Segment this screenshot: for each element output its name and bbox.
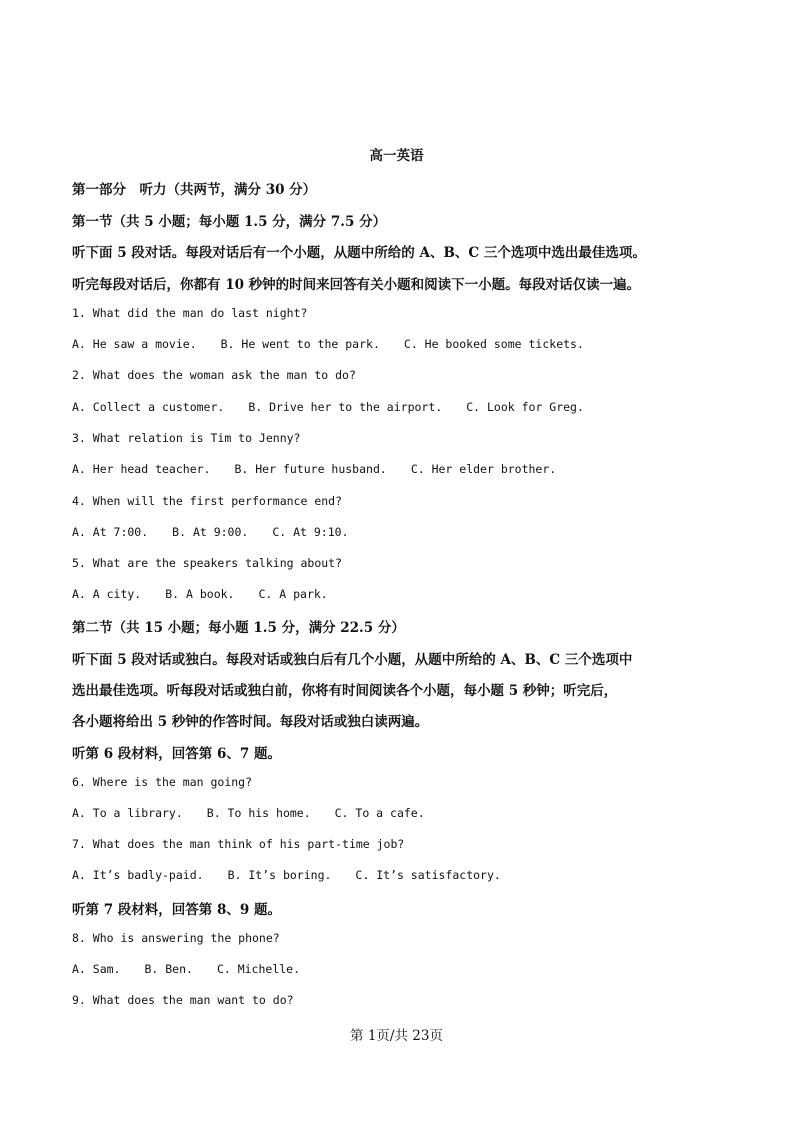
question-1: 1. What did the man do last night?	[72, 306, 308, 320]
page-title: 高一英语	[369, 148, 424, 164]
option-c: C. Look for Greg.	[466, 400, 584, 414]
option-c: C. Her elder brother.	[410, 462, 557, 476]
question-7: 7. What does the man think of his part-time job?	[72, 837, 405, 851]
question-8: 8. Who is answering the phone?	[72, 931, 280, 945]
question-9: 9. What does the man want to do?	[72, 993, 294, 1007]
section2-instructions-line1: 听下面 5 段对话或独白。每段对话或独白后有几个小题，从题中所给的 A、B、C 三个选项中	[72, 652, 633, 668]
question-4-options	[72, 525, 373, 539]
question-8-options	[72, 962, 324, 976]
question-6-options	[72, 806, 449, 820]
question-5: 5. What are the speakers talking about?	[72, 556, 343, 570]
option-a: A. He saw a movie.	[72, 337, 197, 351]
option-c: C. At 9:10.	[272, 525, 349, 539]
question-3: 3. What relation is Tim to Jenny?	[72, 431, 301, 445]
option-c: C. He booked some tickets.	[403, 337, 584, 351]
section1-instructions-line1: 听下面 5 段对话。每段对话后有一个小题，从题中所给的 A、B、C 三个选项中选出最佳选项。	[72, 245, 646, 261]
section1-heading: 第一节（共 5 小题；每小题 1.5 分，满分 7.5 分）	[72, 214, 387, 230]
option-b: B. To his home.	[206, 806, 311, 820]
option-c: C. It’s satisfactory.	[355, 868, 501, 882]
material-6-heading: 听第 6 段材料，回答第 6、7 题。	[72, 746, 281, 762]
option-c: C. Michelle.	[216, 962, 301, 976]
question-6: 6. Where is the man going?	[72, 775, 253, 789]
question-5-options	[72, 587, 352, 601]
option-b: B. He went to the park.	[220, 337, 380, 351]
option-a: A. Her head teacher.	[72, 462, 211, 476]
option-b: B. Her future husband.	[234, 462, 387, 476]
question-3-options	[72, 462, 580, 476]
section2-heading: 第二节（共 15 小题；每小题 1.5 分，满分 22.5 分）	[72, 620, 405, 636]
question-4: 4. When will the first performance end?	[72, 494, 343, 508]
page-footer: 第 1页/共 23页	[350, 1028, 443, 1044]
option-c: C. A park.	[258, 587, 328, 601]
option-b: B. At 9:00.	[172, 525, 249, 539]
option-b: B. It’s boring.	[227, 868, 332, 882]
option-a: A. Sam.	[72, 962, 121, 976]
part1-heading: 第一部分 听力（共两节，满分 30 分）	[72, 182, 317, 198]
option-b: B. Ben.	[144, 962, 193, 976]
question-1-options	[72, 337, 608, 351]
section2-instructions-line2: 选出最佳选项。听每段对话或独白前，你将有时间阅读各个小题，每小题 5 秒钟；听完后，	[72, 683, 618, 699]
section2-instructions-line3: 各小题将给出 5 秒钟的作答时间。每段对话或独白读两遍。	[72, 714, 429, 730]
question-7-options	[72, 868, 525, 882]
option-b: B. Drive her to the airport.	[248, 400, 443, 414]
option-a: A. Collect a customer.	[72, 400, 225, 414]
option-a: A. At 7:00.	[72, 525, 149, 539]
option-c: C. To a cafe.	[334, 806, 425, 820]
section1-instructions-line2: 听完每段对话后，你都有 10 秒钟的时间来回答有关小题和阅读下一小题。每段对话仅读一遍。	[72, 277, 641, 293]
option-a: A. It’s badly-paid.	[72, 868, 204, 882]
question-2: 2. What does the woman ask the man to do?	[72, 368, 356, 382]
question-2-options	[72, 400, 608, 414]
option-a: A. A city.	[72, 587, 142, 601]
option-b: B. A book.	[165, 587, 235, 601]
option-a: A. To a library.	[72, 806, 183, 820]
material-7-heading: 听第 7 段材料，回答第 8、9 题。	[72, 902, 281, 918]
